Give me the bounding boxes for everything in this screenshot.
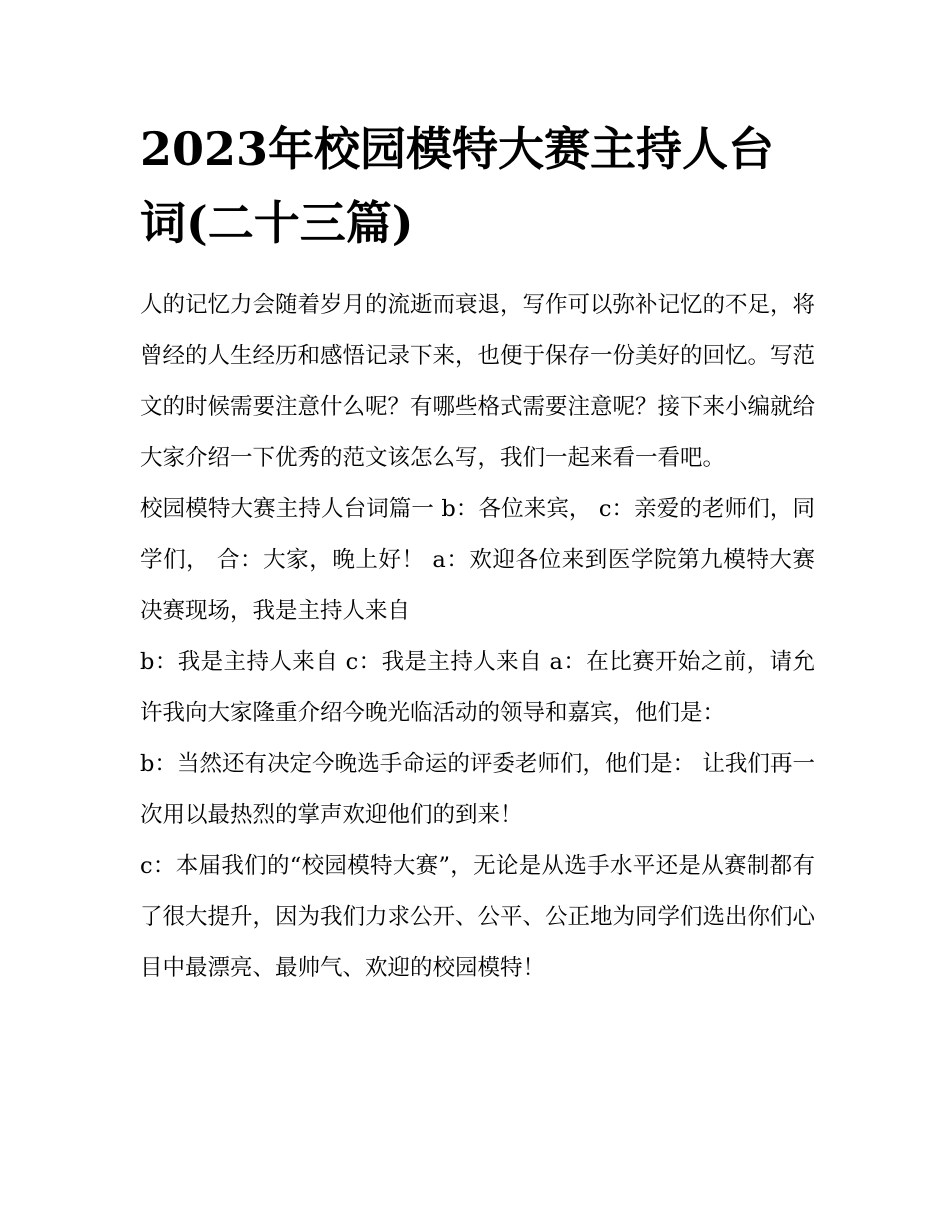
- script-paragraph-2: b：我是主持人来自 c：我是主持人来自 a：在比赛开始之前，请允许我向大家隆重介绍今晚光临活动的领导和嘉宾，他们是：: [140, 649, 815, 726]
- document-title: 2023年校园模特大赛主持人台词(二十三篇): [140, 122, 775, 250]
- document-body: [140, 280, 815, 994]
- script-paragraph-3: b：当然还有决定今晚选手命运的评委老师们，他们是： 让我们再一次用以最热烈的掌声欢迎他们的到来！: [140, 751, 815, 828]
- intro-paragraph: 人的记忆力会随着岁月的流逝而衰退，写作可以弥补记忆的不足，将曾经的人生经历和感悟记录下来，也便于保存一份美好的回忆。写范文的时候需要注意什么呢？有哪些格式需要注意呢？接下来小编就给大家介绍一下优秀的范文该怎么写，我们一起来看一看吧。: [140, 292, 816, 471]
- script-paragraph-1: 校园模特大赛主持人台词篇一 b：各位来宾， c：亲爱的老师们，同学们， 合：大家，晚上好！ a：欢迎各位来到医学院第九模特大赛决赛现场，我是主持人来自: [140, 496, 815, 624]
- script-paragraph-4: c：本届我们的“校园模特大赛”，无论是从选手水平还是从赛制都有了很大提升，因为我们力求公开、公平、公正地为同学们选出你们心目中最漂亮、最帅气、欢迎的校园模特！: [140, 853, 816, 981]
